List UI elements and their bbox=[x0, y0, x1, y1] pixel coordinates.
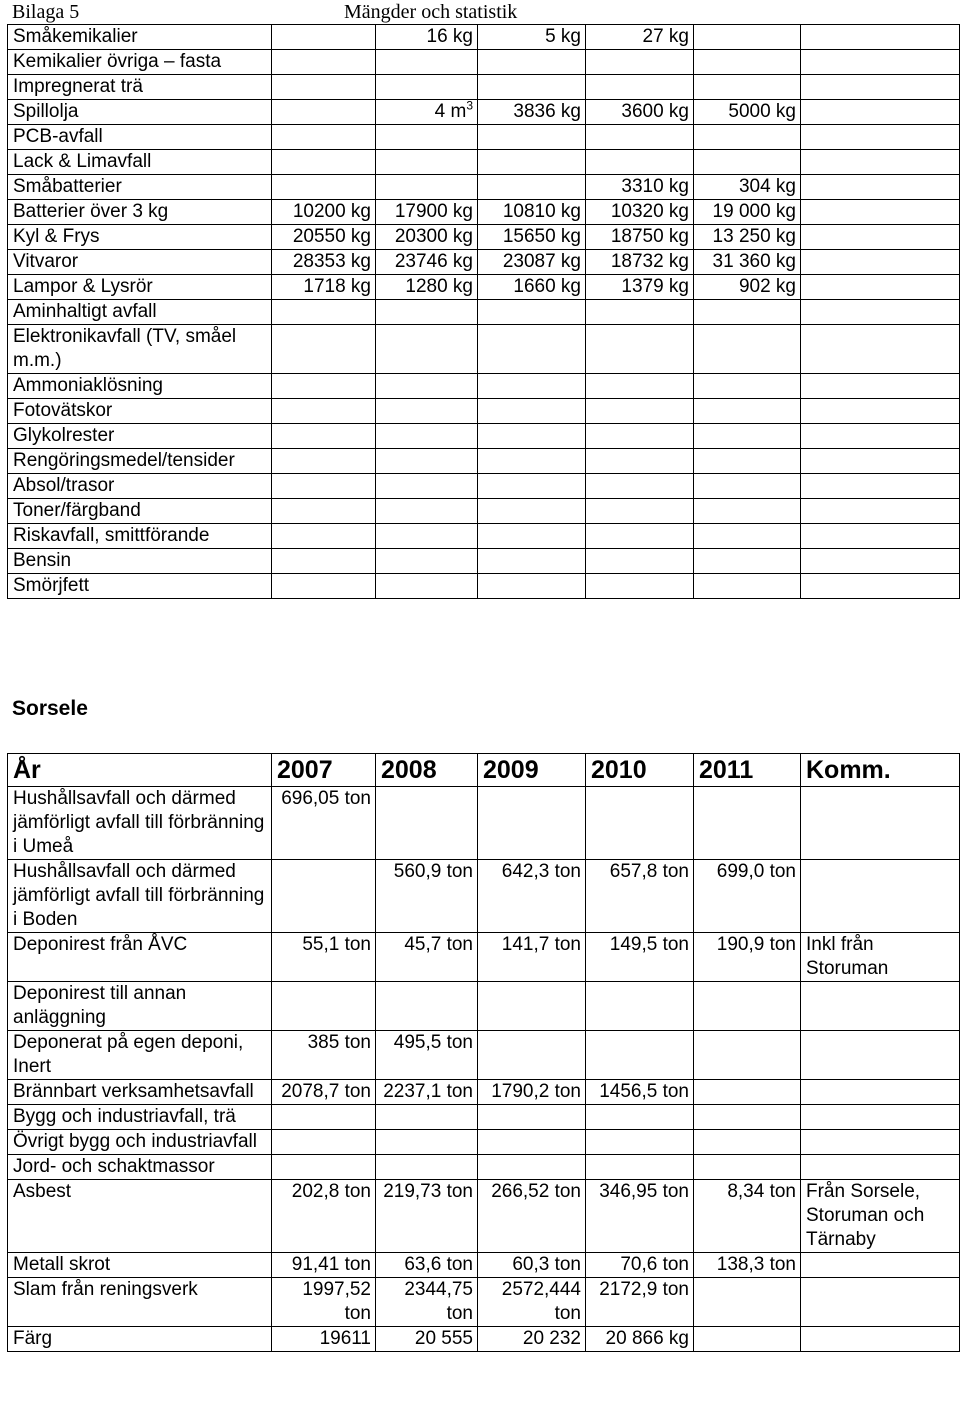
row-label: Asbest bbox=[8, 1180, 272, 1253]
table-row bbox=[8, 150, 960, 175]
comment-cell bbox=[801, 1080, 960, 1105]
row-label: Absol/trasor bbox=[8, 474, 272, 499]
row-label: Småkemikalier bbox=[8, 25, 272, 50]
table-row bbox=[8, 1105, 960, 1130]
table-cell: 2172,9 ton bbox=[586, 1278, 694, 1327]
table-cell bbox=[801, 25, 960, 50]
table-cell bbox=[801, 424, 960, 449]
table-cell bbox=[376, 574, 478, 599]
table-row bbox=[8, 1253, 960, 1278]
table-cell bbox=[478, 175, 586, 200]
table-cell bbox=[272, 574, 376, 599]
table-cell bbox=[376, 1155, 478, 1180]
table-cell bbox=[586, 549, 694, 574]
table-cell bbox=[694, 787, 801, 860]
comment-cell bbox=[801, 1155, 960, 1180]
table-cell bbox=[694, 325, 801, 374]
table-row bbox=[8, 933, 960, 982]
table-cell: 696,05 ton bbox=[272, 787, 376, 860]
table-row bbox=[8, 574, 960, 599]
table-cell bbox=[272, 1105, 376, 1130]
table-cell: 17900 kg bbox=[376, 200, 478, 225]
table-row bbox=[8, 175, 960, 200]
table-cell: 10320 kg bbox=[586, 200, 694, 225]
table-cell bbox=[694, 50, 801, 75]
page-title: Mängder och statistik bbox=[344, 1, 518, 23]
table-cell bbox=[801, 524, 960, 549]
table-cell: 266,52 ton bbox=[478, 1180, 586, 1253]
table-cell bbox=[694, 574, 801, 599]
table-cell: 2572,444 ton bbox=[478, 1278, 586, 1327]
row-label: Batterier över 3 kg bbox=[8, 200, 272, 225]
column-header: 2008 bbox=[376, 754, 478, 787]
table-cell bbox=[694, 499, 801, 524]
table-cell bbox=[694, 1327, 801, 1352]
table-row bbox=[8, 1155, 960, 1180]
table-cell bbox=[272, 860, 376, 933]
table-cell: 45,7 ton bbox=[376, 933, 478, 982]
table-cell bbox=[478, 75, 586, 100]
table-row bbox=[8, 982, 960, 1031]
table-cell: 16 kg bbox=[376, 25, 478, 50]
row-label: Slam från reningsverk bbox=[8, 1278, 272, 1327]
table-cell bbox=[801, 325, 960, 374]
table-row bbox=[8, 275, 960, 300]
table-cell bbox=[272, 50, 376, 75]
table-cell bbox=[801, 125, 960, 150]
comment-cell: Inkl från Storuman bbox=[801, 933, 960, 982]
table-cell bbox=[801, 549, 960, 574]
table-row bbox=[8, 1130, 960, 1155]
table-header-row bbox=[8, 754, 960, 787]
table-cell: 4 $m^3$ bbox=[376, 100, 478, 125]
table-cell bbox=[801, 175, 960, 200]
table-cell bbox=[376, 374, 478, 399]
table-cell bbox=[376, 524, 478, 549]
table-cell bbox=[272, 150, 376, 175]
table-row bbox=[8, 250, 960, 275]
table-cell: 1718 kg bbox=[272, 275, 376, 300]
table-row bbox=[8, 125, 960, 150]
table-cell bbox=[694, 1080, 801, 1105]
table-cell bbox=[801, 399, 960, 424]
table-cell bbox=[694, 300, 801, 325]
table-cell: 19 000 kg bbox=[694, 200, 801, 225]
table-cell bbox=[801, 474, 960, 499]
table-cell bbox=[478, 787, 586, 860]
row-label: Spillolja bbox=[8, 100, 272, 125]
table-row bbox=[8, 75, 960, 100]
table-cell: 20550 kg bbox=[272, 225, 376, 250]
table-cell: 385 ton bbox=[272, 1031, 376, 1080]
table-cell: 8,34 ton bbox=[694, 1180, 801, 1253]
table-cell bbox=[801, 275, 960, 300]
table-cell: 657,8 ton bbox=[586, 860, 694, 933]
table-row bbox=[8, 25, 960, 50]
table-cell bbox=[376, 982, 478, 1031]
row-label: Fotovätskor bbox=[8, 399, 272, 424]
table-cell bbox=[478, 1105, 586, 1130]
table-cell bbox=[376, 787, 478, 860]
row-label: Småbatterier bbox=[8, 175, 272, 200]
row-label: Ammoniaklösning bbox=[8, 374, 272, 399]
table-cell: 190,9 ton bbox=[694, 933, 801, 982]
table-cell bbox=[801, 200, 960, 225]
table-cell bbox=[272, 1130, 376, 1155]
table-cell: 138,3 ton bbox=[694, 1253, 801, 1278]
table-cell bbox=[586, 1130, 694, 1155]
table-cell bbox=[376, 175, 478, 200]
table-cell bbox=[694, 1031, 801, 1080]
row-label: Jord- och schaktmassor bbox=[8, 1155, 272, 1180]
table-row bbox=[8, 1031, 960, 1080]
row-label: Hushållsavfall och därmed jämförligt avfall till förbränning i Boden bbox=[8, 860, 272, 933]
table-cell bbox=[801, 150, 960, 175]
table-cell bbox=[478, 1155, 586, 1180]
table-cell: 23746 kg bbox=[376, 250, 478, 275]
table-cell bbox=[272, 424, 376, 449]
table-cell bbox=[478, 499, 586, 524]
table-cell: 18750 kg bbox=[586, 225, 694, 250]
table-cell bbox=[586, 75, 694, 100]
table-cell: 1379 kg bbox=[586, 275, 694, 300]
row-label: Vitvaror bbox=[8, 250, 272, 275]
table-row bbox=[8, 225, 960, 250]
table-cell bbox=[376, 300, 478, 325]
row-label: Kemikalier övriga – fasta bbox=[8, 50, 272, 75]
table-cell bbox=[586, 1031, 694, 1080]
row-label: Elektronikavfall (TV, småel m.m.) bbox=[8, 325, 272, 374]
table-cell bbox=[586, 300, 694, 325]
table-cell bbox=[272, 325, 376, 374]
table-cell bbox=[801, 75, 960, 100]
table-cell bbox=[376, 474, 478, 499]
table-cell: 560,9 ton bbox=[376, 860, 478, 933]
table-cell bbox=[694, 1278, 801, 1327]
row-label: Glykolrester bbox=[8, 424, 272, 449]
row-label: Övrigt bygg och industriavfall bbox=[8, 1130, 272, 1155]
table-cell bbox=[801, 250, 960, 275]
table-cell bbox=[694, 125, 801, 150]
table-cell bbox=[376, 125, 478, 150]
table-cell bbox=[586, 1155, 694, 1180]
table-cell bbox=[801, 225, 960, 250]
table-row bbox=[8, 449, 960, 474]
table-cell bbox=[801, 449, 960, 474]
table-cell bbox=[272, 449, 376, 474]
table-cell bbox=[586, 787, 694, 860]
table-cell bbox=[376, 50, 478, 75]
comment-cell bbox=[801, 1278, 960, 1327]
comment-cell bbox=[801, 1253, 960, 1278]
table-row bbox=[8, 549, 960, 574]
column-header: 2010 bbox=[586, 754, 694, 787]
table-cell bbox=[272, 399, 376, 424]
table-cell bbox=[478, 50, 586, 75]
column-header: År bbox=[8, 754, 272, 787]
table-cell bbox=[801, 499, 960, 524]
table-cell: 149,5 ton bbox=[586, 933, 694, 982]
table-cell: 20 555 bbox=[376, 1327, 478, 1352]
table-cell: 20 866 kg bbox=[586, 1327, 694, 1352]
row-label: Smörjfett bbox=[8, 574, 272, 599]
table-cell bbox=[376, 75, 478, 100]
table-cell bbox=[694, 474, 801, 499]
table-cell bbox=[801, 374, 960, 399]
table-cell: 2237,1 ton bbox=[376, 1080, 478, 1105]
row-label: Toner/färgband bbox=[8, 499, 272, 524]
table-cell bbox=[376, 325, 478, 374]
table-cell: 5000 kg bbox=[694, 100, 801, 125]
table-row bbox=[8, 499, 960, 524]
table-cell bbox=[478, 125, 586, 150]
table-row bbox=[8, 1080, 960, 1105]
table-cell bbox=[586, 524, 694, 549]
row-label: Metall skrot bbox=[8, 1253, 272, 1278]
table-cell: 60,3 ton bbox=[478, 1253, 586, 1278]
table-cell bbox=[376, 1130, 478, 1155]
table-cell bbox=[478, 1130, 586, 1155]
row-label: Deponirest från ÅVC bbox=[8, 933, 272, 982]
comment-cell bbox=[801, 982, 960, 1031]
table-cell: 1660 kg bbox=[478, 275, 586, 300]
appendix-label: Bilaga 5 bbox=[12, 1, 80, 23]
table-cell bbox=[694, 75, 801, 100]
row-label: Lampor & Lysrör bbox=[8, 275, 272, 300]
table-cell bbox=[272, 1155, 376, 1180]
table-row bbox=[8, 1180, 960, 1253]
table-row bbox=[8, 1327, 960, 1352]
table-cell: 1997,52 ton bbox=[272, 1278, 376, 1327]
table-cell bbox=[801, 100, 960, 125]
column-header: 2011 bbox=[694, 754, 801, 787]
unit-superscript: 3 bbox=[466, 99, 473, 113]
table-cell bbox=[694, 1155, 801, 1180]
table-cell bbox=[478, 374, 586, 399]
table-cell: 23087 kg bbox=[478, 250, 586, 275]
table-cell bbox=[694, 524, 801, 549]
table-cell: 3836 kg bbox=[478, 100, 586, 125]
table-row bbox=[8, 325, 960, 374]
table-cell bbox=[478, 1031, 586, 1080]
table-cell bbox=[376, 1105, 478, 1130]
row-label: Rengöringsmedel/tensider bbox=[8, 449, 272, 474]
table-cell bbox=[272, 499, 376, 524]
table-cell bbox=[586, 374, 694, 399]
table-cell: 27 kg bbox=[586, 25, 694, 50]
row-label: Bygg och industriavfall, trä bbox=[8, 1105, 272, 1130]
table-cell: 55,1 ton bbox=[272, 933, 376, 982]
table-cell bbox=[586, 325, 694, 374]
table-cell bbox=[586, 474, 694, 499]
sorsele-table bbox=[7, 753, 960, 1352]
row-label: Impregnerat trä bbox=[8, 75, 272, 100]
table-cell bbox=[694, 1130, 801, 1155]
table-cell: 3600 kg bbox=[586, 100, 694, 125]
table-cell: 141,7 ton bbox=[478, 933, 586, 982]
table-cell bbox=[694, 449, 801, 474]
table-cell bbox=[694, 25, 801, 50]
table-cell bbox=[694, 399, 801, 424]
table-cell: 2078,7 ton bbox=[272, 1080, 376, 1105]
page-header bbox=[0, 0, 960, 24]
table-cell: 202,8 ton bbox=[272, 1180, 376, 1253]
table-cell: 1280 kg bbox=[376, 275, 478, 300]
table-cell bbox=[478, 150, 586, 175]
table-row bbox=[8, 424, 960, 449]
table-cell: 28353 kg bbox=[272, 250, 376, 275]
table-cell bbox=[272, 125, 376, 150]
row-label: Riskavfall, smittförande bbox=[8, 524, 272, 549]
row-label: Hushållsavfall och därmed jämförligt avfall till förbränning i Umeå bbox=[8, 787, 272, 860]
table-cell bbox=[694, 982, 801, 1031]
table-cell: 19611 bbox=[272, 1327, 376, 1352]
table-cell: 18732 kg bbox=[586, 250, 694, 275]
table-row bbox=[8, 524, 960, 549]
table-cell bbox=[478, 474, 586, 499]
table-cell bbox=[694, 1105, 801, 1130]
table-row bbox=[8, 200, 960, 225]
row-label: Lack & Limavfall bbox=[8, 150, 272, 175]
table-cell bbox=[478, 300, 586, 325]
comment-cell bbox=[801, 1327, 960, 1352]
section-title: Sorsele bbox=[12, 697, 88, 720]
row-label: Bensin bbox=[8, 549, 272, 574]
row-label: Deponirest till annan anläggning bbox=[8, 982, 272, 1031]
table-cell bbox=[376, 499, 478, 524]
table-cell bbox=[694, 374, 801, 399]
table-cell: 304 kg bbox=[694, 175, 801, 200]
row-label: PCB-avfall bbox=[8, 125, 272, 150]
comment-cell bbox=[801, 1130, 960, 1155]
table-cell bbox=[376, 549, 478, 574]
table-cell bbox=[478, 399, 586, 424]
table-cell: 1790,2 ton bbox=[478, 1080, 586, 1105]
table-cell bbox=[478, 574, 586, 599]
row-label: Brännbart verksamhetsavfall bbox=[8, 1080, 272, 1105]
row-label: Aminhaltigt avfall bbox=[8, 300, 272, 325]
table-cell bbox=[586, 1105, 694, 1130]
column-header: 2007 bbox=[272, 754, 376, 787]
table-cell bbox=[272, 75, 376, 100]
table-cell bbox=[694, 424, 801, 449]
table-cell bbox=[376, 449, 478, 474]
table-cell bbox=[478, 449, 586, 474]
table-cell bbox=[272, 474, 376, 499]
table-cell bbox=[272, 982, 376, 1031]
table-cell bbox=[478, 549, 586, 574]
table-cell bbox=[272, 524, 376, 549]
row-label: Färg bbox=[8, 1327, 272, 1352]
table-cell bbox=[272, 300, 376, 325]
table-cell bbox=[801, 574, 960, 599]
table-cell: 91,41 ton bbox=[272, 1253, 376, 1278]
table-cell: 219,73 ton bbox=[376, 1180, 478, 1253]
table-cell: 31 360 kg bbox=[694, 250, 801, 275]
comment-cell bbox=[801, 787, 960, 860]
table-cell: 3310 kg bbox=[586, 175, 694, 200]
column-header: 2009 bbox=[478, 754, 586, 787]
table-cell: 5 kg bbox=[478, 25, 586, 50]
table-cell bbox=[478, 424, 586, 449]
table-cell: 902 kg bbox=[694, 275, 801, 300]
table-cell bbox=[801, 300, 960, 325]
table-row bbox=[8, 374, 960, 399]
table-cell bbox=[478, 524, 586, 549]
table-cell bbox=[586, 424, 694, 449]
table-cell bbox=[586, 125, 694, 150]
table-row bbox=[8, 300, 960, 325]
table-cell: 2344,75 ton bbox=[376, 1278, 478, 1327]
table-cell: 63,6 ton bbox=[376, 1253, 478, 1278]
table-cell bbox=[586, 574, 694, 599]
comment-cell bbox=[801, 1105, 960, 1130]
comment-cell bbox=[801, 860, 960, 933]
table-row bbox=[8, 100, 960, 125]
row-label: Deponerat på egen deponi, Inert bbox=[8, 1031, 272, 1080]
table-cell: 495,5 ton bbox=[376, 1031, 478, 1080]
table-cell: 346,95 ton bbox=[586, 1180, 694, 1253]
table-cell: 13 250 kg bbox=[694, 225, 801, 250]
row-label: Kyl & Frys bbox=[8, 225, 272, 250]
table-cell bbox=[694, 150, 801, 175]
table-cell bbox=[586, 399, 694, 424]
table-cell bbox=[272, 25, 376, 50]
table-cell bbox=[586, 499, 694, 524]
table-row bbox=[8, 860, 960, 933]
table-cell bbox=[586, 50, 694, 75]
table-row bbox=[8, 787, 960, 860]
table-row bbox=[8, 1278, 960, 1327]
table-cell bbox=[376, 424, 478, 449]
table-cell: 642,3 ton bbox=[478, 860, 586, 933]
table-cell bbox=[478, 982, 586, 1031]
table-cell: 1456,5 ton bbox=[586, 1080, 694, 1105]
table-cell bbox=[272, 100, 376, 125]
table-cell: 15650 kg bbox=[478, 225, 586, 250]
table-row bbox=[8, 474, 960, 499]
comment-cell bbox=[801, 1031, 960, 1080]
table-cell: 10810 kg bbox=[478, 200, 586, 225]
table-cell bbox=[376, 399, 478, 424]
table-cell: 699,0 ton bbox=[694, 860, 801, 933]
table-cell bbox=[272, 549, 376, 574]
table-cell: 20300 kg bbox=[376, 225, 478, 250]
table-cell: 20 232 bbox=[478, 1327, 586, 1352]
table-cell: 10200 kg bbox=[272, 200, 376, 225]
table-cell bbox=[478, 325, 586, 374]
quantities-table bbox=[7, 24, 960, 599]
table-cell bbox=[586, 449, 694, 474]
table-row bbox=[8, 50, 960, 75]
table-cell bbox=[694, 549, 801, 574]
table-cell: 70,6 ton bbox=[586, 1253, 694, 1278]
table-cell bbox=[586, 982, 694, 1031]
table-cell bbox=[376, 150, 478, 175]
table-cell bbox=[272, 374, 376, 399]
comment-cell: Från Sorsele, Storuman och Tärnaby bbox=[801, 1180, 960, 1253]
table-cell bbox=[272, 175, 376, 200]
column-header: Komm. bbox=[801, 754, 960, 787]
table-cell bbox=[586, 150, 694, 175]
table-cell bbox=[801, 50, 960, 75]
table-row bbox=[8, 399, 960, 424]
